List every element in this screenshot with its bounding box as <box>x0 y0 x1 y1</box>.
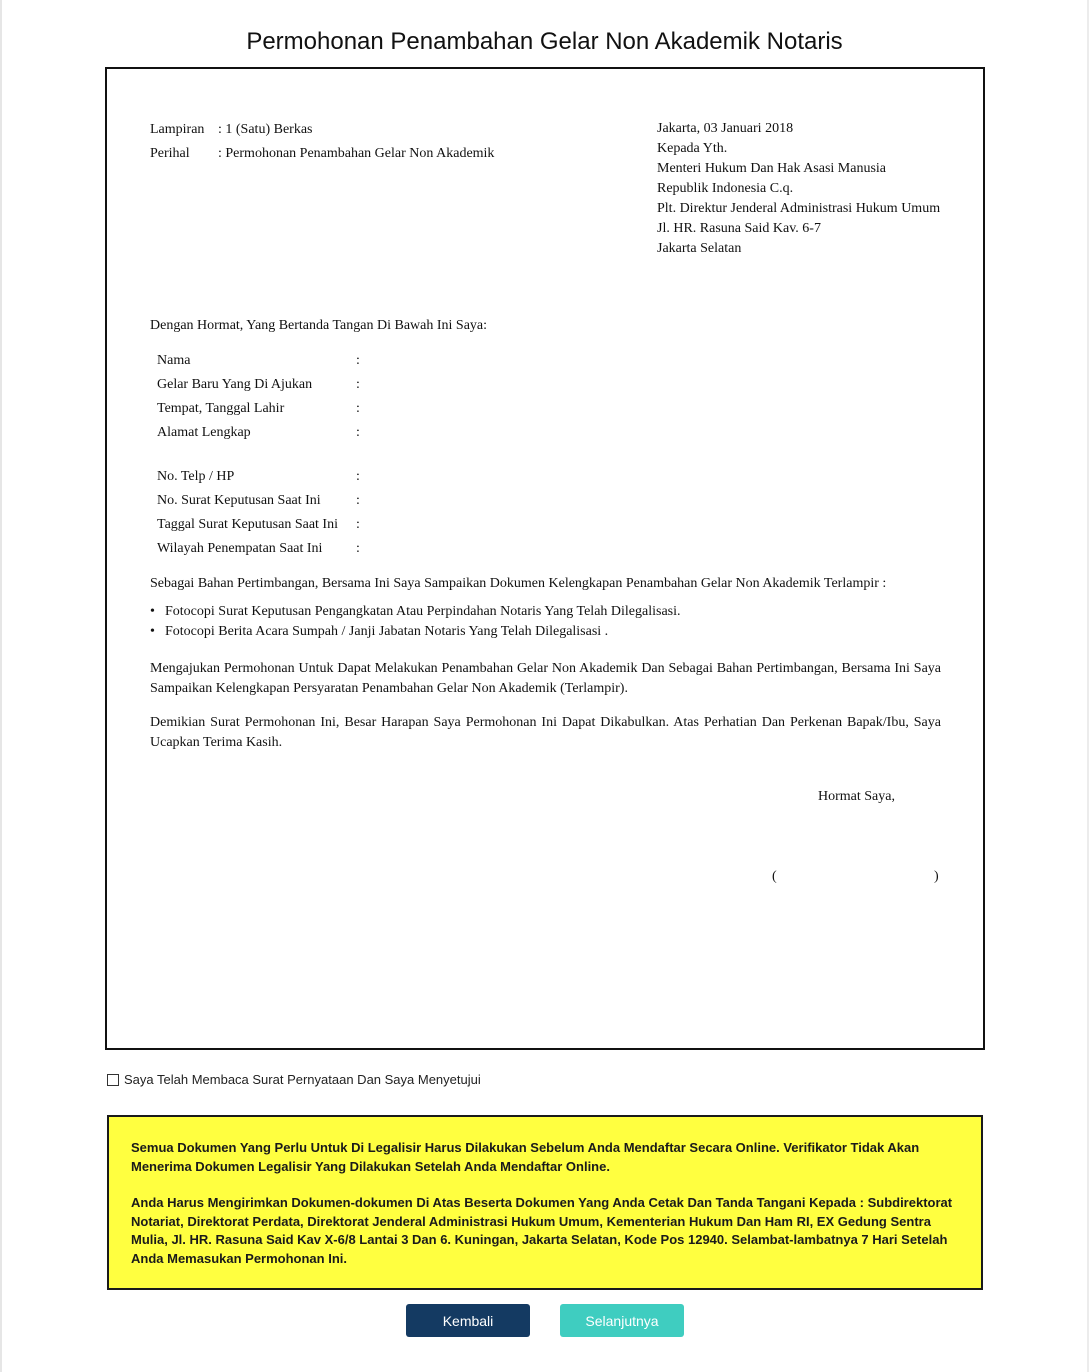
attachment-text: Fotocopi Berita Acara Sumpah / Janji Jabatan Notaris Yang Telah Dilegalisasi . <box>165 624 609 639</box>
field-separator: : <box>356 401 360 416</box>
page-title: Permohonan Penambahan Gelar Non Akademik Notaris <box>246 28 843 55</box>
address-line: Kepada Yth. <box>657 141 728 156</box>
field-separator: : <box>356 541 360 556</box>
body-paragraph: Mengajukan Permohonan Untuk Dapat Melakukan Penambahan Gelar Non Akademik Dan Sebagai Bahan Pertimbangan, Bersama Ini Saya Sampaikan Kelengkapan Persyaratan Penambahan Gelar Non Akademik (Terlampir). <box>150 661 941 696</box>
letter-date: Jakarta, 03 Januari 2018 <box>657 121 794 136</box>
notice-paragraph-mailing: Anda Harus Mengirimkan Dokumen-dokumen Di Atas Beserta Dokumen Yang Anda Cetak Dan Tanda Tangani Kepada : Subdirektorat Notariat, Direktorat Perdata, Direktorat Jenderal Administrasi Hukum Umum, Kementerian Hukum Dan Ham RI, EX Gedung Sentra Mulia, Jl. HR. Rasuna Said Kav X-6/8 Lantai 3 Dan 6. Kuningan, Jakarta Selatan, Kode Pos 12940. Selambat-lambatnya 7 Hari Setelah Anda Memasukan Permohonan Ini. <box>131 1195 953 1266</box>
field-separator: : <box>356 493 360 508</box>
page-left-edge <box>0 0 2 1372</box>
address-line: Republik Indonesia C.q. <box>657 181 794 196</box>
recipient-address <box>657 119 940 259</box>
field-row <box>157 353 360 369</box>
address-line: Jakarta Selatan <box>657 241 742 256</box>
agreement-checkbox[interactable] <box>107 1074 119 1086</box>
attachment-item <box>150 622 681 642</box>
next-button[interactable]: Selanjutnya <box>560 1304 684 1337</box>
attachment-text: Fotocopi Surat Keputusan Pengangkatan Atau Perpindahan Notaris Yang Telah Dilegalisasi. <box>165 604 681 619</box>
notice-box <box>107 1115 983 1290</box>
field-row <box>157 401 360 417</box>
attachments-list <box>150 602 681 642</box>
signature-open-paren: ( <box>772 869 777 884</box>
closing-paragraph: Demikian Surat Permohonan Ini, Besar Harapan Saya Permohonan Ini Dapat Dikabulkan. Atas Perhatian Dan Perkenan Bapak/Ibu, Saya Ucapkan Terima Kasih. <box>150 715 941 750</box>
bullet-icon: • <box>150 604 155 619</box>
notice-paragraph-legalisir: Semua Dokumen Yang Perlu Untuk Di Legalisir Harus Dilakukan Sebelum Anda Mendaftar Secara Online. Verifikator Tidak Akan Menerima Dokumen Legalisir Yang Dilakukan Setelah Anda Mendaftar Online. <box>131 1140 920 1174</box>
field-label: Alamat Lengkap <box>157 425 251 440</box>
field-row <box>157 425 360 441</box>
field-separator: : <box>356 425 360 440</box>
field-separator: : <box>356 469 360 484</box>
field-row <box>157 469 360 485</box>
bullet-icon: • <box>150 624 155 639</box>
meta-label: Lampiran <box>150 122 205 137</box>
field-label: No. Surat Keputusan Saat Ini <box>157 493 321 508</box>
field-label: Nama <box>157 353 191 368</box>
attachment-item <box>150 602 681 622</box>
signature-close-paren: ) <box>934 869 939 884</box>
field-row <box>157 541 360 557</box>
meta-lampiran <box>150 122 312 138</box>
field-row <box>157 517 360 533</box>
field-row <box>157 377 360 393</box>
meta-value: : 1 (Satu) Berkas <box>218 122 313 137</box>
field-row <box>157 493 360 509</box>
field-label: Wilayah Penempatan Saat Ini <box>157 541 323 556</box>
letter-intro: Dengan Hormat, Yang Bertanda Tangan Di Bawah Ini Saya: <box>150 318 488 333</box>
field-label: No. Telp / HP <box>157 469 235 484</box>
address-line: Menteri Hukum Dan Hak Asasi Manusia <box>657 161 887 176</box>
field-label: Taggal Surat Keputusan Saat Ini <box>157 517 338 532</box>
letter-preview <box>105 67 985 1050</box>
field-separator: : <box>356 377 360 392</box>
agreement-checkbox-row[interactable] <box>107 1072 481 1087</box>
field-separator: : <box>356 353 360 368</box>
address-line: Plt. Direktur Jenderal Administrasi Hukum Umum <box>657 201 941 216</box>
agreement-label[interactable]: Saya Telah Membaca Surat Pernyataan Dan Saya Menyetujui <box>124 1072 481 1087</box>
attachments-intro: Sebagai Bahan Pertimbangan, Bersama Ini Saya Sampaikan Dokumen Kelengkapan Penambahan Gelar Non Akademik Terlampir : <box>150 576 887 591</box>
meta-value: : Permohonan Penambahan Gelar Non Akademik <box>218 146 495 161</box>
field-separator: : <box>356 517 360 532</box>
closing-salutation: Hormat Saya, <box>818 789 895 804</box>
meta-perihal <box>150 146 494 162</box>
field-label: Tempat, Tanggal Lahir <box>157 401 285 416</box>
meta-label: Perihal <box>150 146 190 161</box>
back-button[interactable]: Kembali <box>406 1304 530 1337</box>
address-line: Jl. HR. Rasuna Said Kav. 6-7 <box>657 221 821 236</box>
field-label: Gelar Baru Yang Di Ajukan <box>157 377 313 392</box>
